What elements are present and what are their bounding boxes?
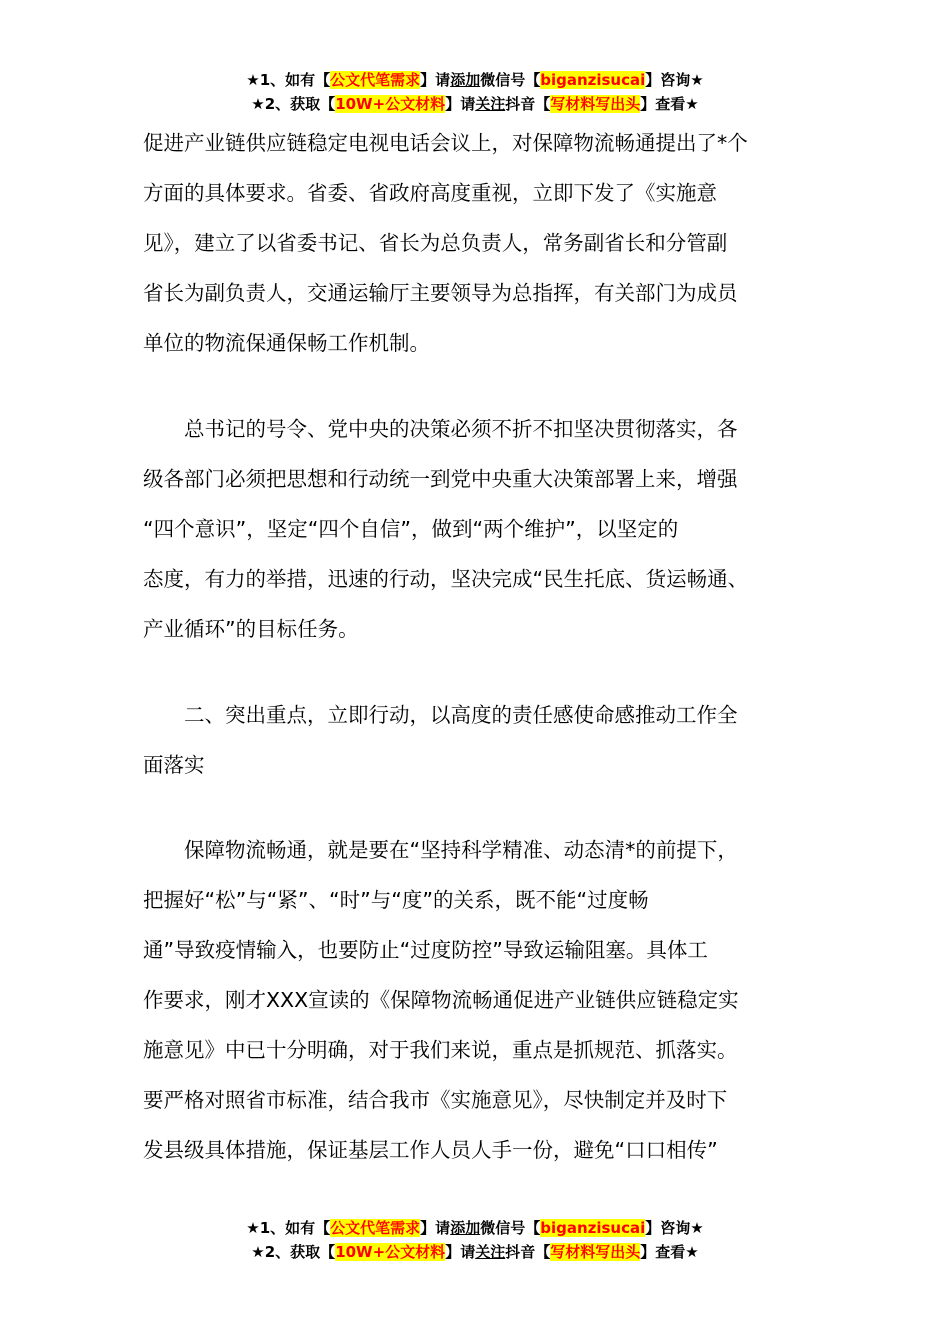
text-line: 面落实: [143, 753, 205, 777]
text-line: 态度，有力的举措，迅速的行动，坚决完成“民生托底、货运畅通、: [143, 567, 749, 591]
text-line: 产业循环”的目标任务。: [143, 617, 359, 641]
text-line: “四个意识”，坚定“四个自信”，做到“两个维护”，以坚定的: [143, 517, 679, 541]
text-line: 级各部门必须把思想和行动统一到党中央重大决策部署上来，增强: [143, 467, 738, 491]
banner-text: 抖音【: [505, 1243, 551, 1261]
banner-text: ★1、如有【: [246, 1219, 331, 1237]
banner-line-2: [0, 92, 950, 116]
text-line: 二、突出重点，立即行动，以高度的责任感使命感推动工作全: [184, 703, 738, 727]
banner-highlight: 写材料写出头: [550, 1243, 641, 1261]
banner-text: 抖音【: [505, 95, 551, 113]
banner-text: 微信号【: [480, 1219, 541, 1237]
text-line: 保障物流畅通，就是要在“坚持科学精准、动态清*的前提下，: [184, 838, 738, 862]
banner-highlight: 10W+公文材料: [335, 1243, 446, 1261]
banner-underline: 关注: [475, 95, 506, 113]
text-line: 通”导致疫情输入，也要防止“过度防控”导致运输阻塞。具体工: [143, 938, 708, 962]
text-line: 促进产业链供应链稳定电视电话会议上，对保障物流畅通提出了*个: [143, 131, 748, 155]
banner-text: 】咨询★: [645, 1219, 704, 1237]
paragraph-1: [143, 118, 808, 368]
banner-text: ★2、获取【: [251, 1243, 336, 1261]
banner-text: 】查看★: [640, 1243, 699, 1261]
text-line: 施意见》中已十分明确，对于我们来说，重点是抓规范、抓落实。: [143, 1038, 738, 1062]
banner-line-2: [0, 1240, 950, 1264]
banner-text: ★1、如有【: [246, 71, 331, 89]
text-line: 见》，建立了以省委书记、省长为总负责人，常务副省长和分管副: [143, 231, 728, 255]
banner-text: 】请: [445, 1243, 476, 1261]
bottom-banner: [0, 1216, 950, 1264]
banner-highlight: 10W+公文材料: [335, 95, 446, 113]
banner-line-1: [0, 68, 950, 92]
banner-text: 】查看★: [640, 95, 699, 113]
text-line: 要严格对照省市标准，结合我市《实施意见》，尽快制定并及时下: [143, 1088, 728, 1112]
top-banner: [0, 68, 950, 116]
section-heading: [143, 690, 808, 790]
banner-text: 】咨询★: [645, 71, 704, 89]
banner-highlight: 公文代笔需求: [330, 71, 421, 89]
banner-text: 】请: [445, 95, 476, 113]
banner-line-1: [0, 1216, 950, 1240]
text-line: 总书记的号令、党中央的决策必须不折不扣坚决贯彻落实，各: [184, 417, 738, 441]
banner-text: ★2、获取【: [251, 95, 336, 113]
text-line: 发县级具体措施，保证基层工作人员人手一份，避免“口口相传”: [143, 1138, 718, 1162]
banner-highlight: biganzisucai: [540, 71, 646, 89]
paragraph-2: [143, 404, 808, 654]
banner-text: 】请: [420, 71, 451, 89]
text-line: 作要求，刚才XXX宣读的《保障物流畅通促进产业链供应链稳定实: [143, 988, 739, 1012]
banner-highlight: biganzisucai: [540, 1219, 646, 1237]
paragraph-4: [143, 825, 808, 1175]
banner-underline: 关注: [475, 1243, 506, 1261]
text-line: 单位的物流保通保畅工作机制。: [143, 331, 430, 355]
banner-highlight: 写材料写出头: [550, 95, 641, 113]
text-line: 方面的具体要求。省委、省政府高度重视，立即下发了《实施意: [143, 181, 717, 205]
text-line: 省长为副负责人，交通运输厅主要领导为总指挥，有关部门为成员: [143, 281, 738, 305]
banner-text: 】请: [420, 1219, 451, 1237]
text-line: 把握好“松”与“紧”、“时”与“度”的关系，既不能“过度畅: [143, 888, 649, 912]
banner-text: 微信号【: [480, 71, 541, 89]
banner-underline: 添加: [450, 1219, 481, 1237]
banner-underline: 添加: [450, 71, 481, 89]
banner-highlight: 公文代笔需求: [330, 1219, 421, 1237]
